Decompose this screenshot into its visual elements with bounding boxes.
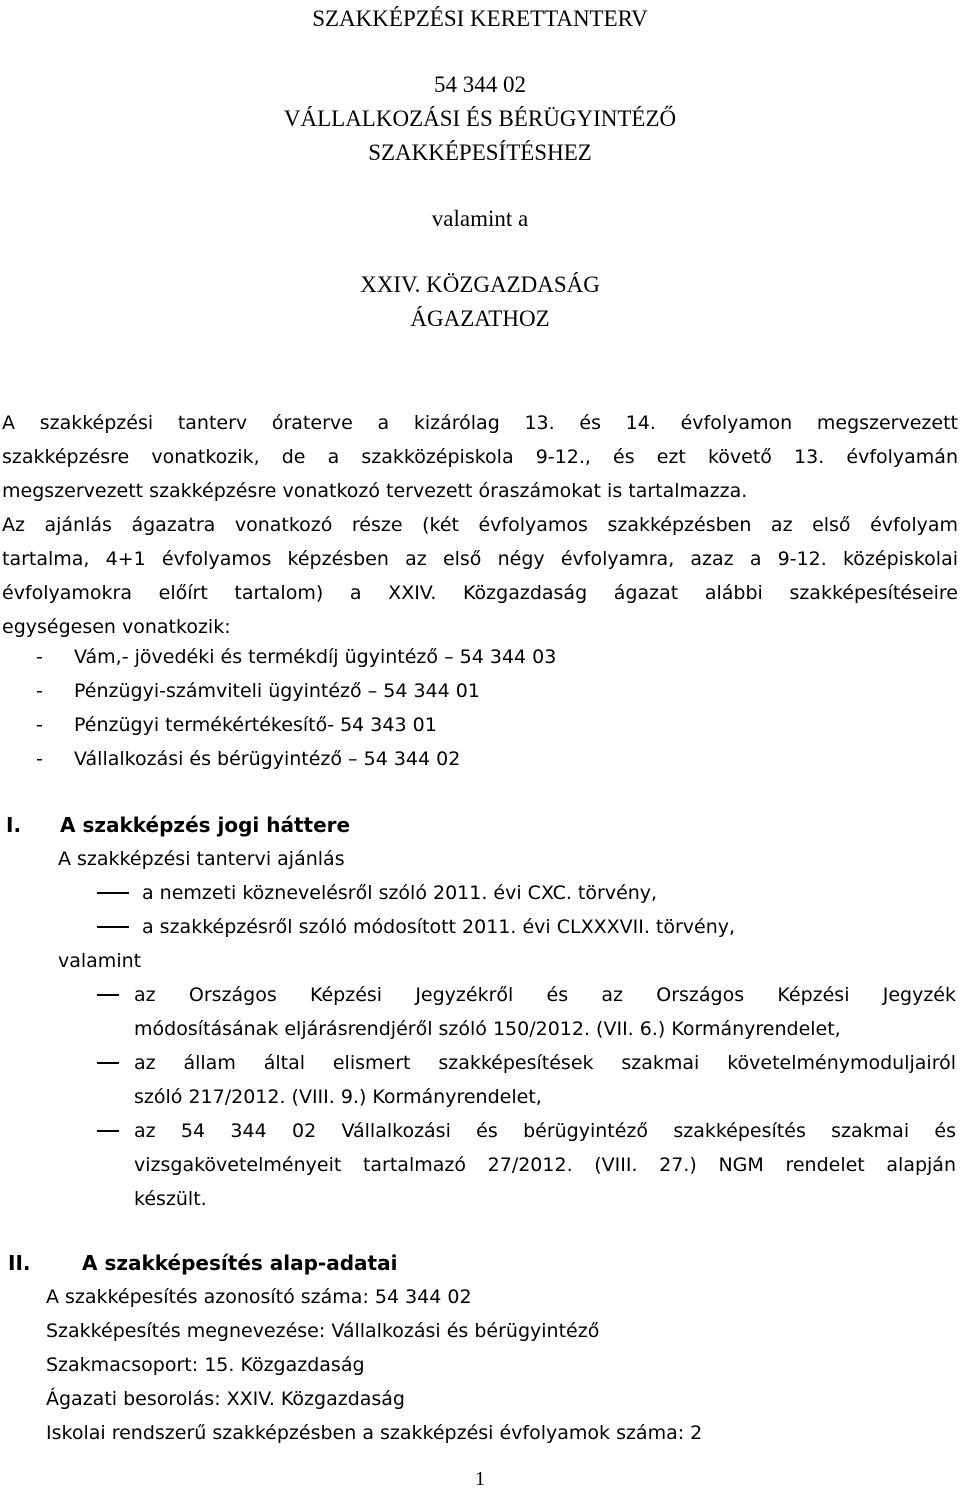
list-item: - Pénzügyi termékértékesítő- 54 343 01 (36, 714, 437, 736)
emdash-marker (97, 1062, 119, 1064)
list-item: - Vám,- jövedéki és termékdíj ügyintéző – 54 344 03 (36, 646, 557, 668)
basic-data-row: Szakképesítés megnevezése: Vállalkozási és bérügyintéző (46, 1320, 600, 1342)
section-title: A szakképesítés alap-adatai (82, 1251, 398, 1275)
law-item: a szakképzésről szóló módosított 2011. évi CLXXXVII. törvény, (142, 916, 736, 938)
list-item: - Pénzügyi-számviteli ügyintéző – 54 344 01 (36, 680, 480, 702)
qualification-name-line1: VÁLLALKOZÁSI ÉS BÉRÜGYINTÉZŐ (283, 106, 677, 131)
qualification-code: 54 344 02 (434, 72, 526, 97)
intro-line: szakképzésre vonatkozik, de a szakközépiskola 9-12., és ezt követő 13. évfolyamán (2, 446, 958, 468)
section-1-heading (6, 808, 350, 842)
decree-item: az Országos Képzési Jegyzékről és az Országos Képzési Jegyzék módosításának eljárásrendjéről szóló 150/2012. (VII. 6.) Kormányrendelet, (134, 984, 956, 1040)
basic-data-row: Iskolai rendszerű szakképzésben a szakképzési évfolyamok száma: 2 (46, 1422, 703, 1444)
title-connector: valamint a (431, 206, 529, 231)
emdash-marker (97, 994, 119, 996)
qualification-name-line2: SZAKKÉPESÍTÉSHEZ (368, 140, 592, 165)
emdash-marker (97, 892, 129, 894)
section-title: A szakképzés jogi háttere (60, 813, 351, 837)
intro-line: tartalma, 4+1 évfolyamos képzésben az első négy évfolyamra, azaz a 9-12. középiskolai (2, 548, 958, 570)
section-number: II. (8, 1251, 31, 1275)
law-connector: valamint (58, 950, 142, 972)
section-2-heading (8, 1246, 397, 1280)
emdash-marker (97, 1130, 119, 1132)
intro-line: A szakképzési tanterv óraterve a kizárólag 13. és 14. évfolyamon megszervezett (2, 412, 958, 434)
section-1-lead: A szakképzési tantervi ajánlás (58, 848, 345, 870)
section-number: I. (6, 813, 22, 837)
sector-name-line1: XXIV. KÖZGAZDASÁG (360, 272, 600, 297)
intro-line: Az ajánlás ágazatra vonatkozó része (két évfolyamos szakképzésben az első évfolyam (2, 514, 958, 536)
qualification-list (36, 640, 556, 776)
emdash-marker (97, 926, 129, 928)
page-number: 1 (475, 1468, 485, 1490)
intro-line: egységesen vonatkozik: (2, 616, 231, 638)
document-title: SZAKKÉPZÉSI KERETTANTERV (312, 6, 648, 31)
basic-data-row: A szakképesítés azonosító száma: 54 344 02 (46, 1286, 472, 1308)
decree-item: az 54 344 02 Vállalkozási és bérügyintéző szakképesítés szakmai és vizsgakövetelményeit tartalmazó 27/2012. (VIII. 27.) NGM rendelet alapján készült. (134, 1120, 956, 1210)
intro-paragraph (2, 406, 958, 644)
list-item: - Vállalkozási és bérügyintéző – 54 344 02 (36, 748, 461, 770)
intro-line: megszervezett szakképzésre vonatkozó tervezett óraszámokat is tartalmazza. (2, 480, 748, 502)
basic-data-row: Szakmacsoport: 15. Közgazdaság (46, 1354, 365, 1376)
intro-line: évfolyamokra előírt tartalom) a XXIV. Közgazdaság ágazat alábbi szakképesítéseire (2, 582, 958, 604)
law-item: a nemzeti köznevelésről szóló 2011. évi CXC. törvény, (142, 882, 658, 904)
decree-item: az állam által elismert szakképesítések szakmai követelménymoduljairól szóló 217/2012. (VIII. 9.) Kormányrendelet, (134, 1052, 956, 1108)
basic-data-row: Ágazati besorolás: XXIV. Közgazdaság (46, 1388, 405, 1410)
sector-name-line2: ÁGAZATHOZ (410, 306, 550, 331)
